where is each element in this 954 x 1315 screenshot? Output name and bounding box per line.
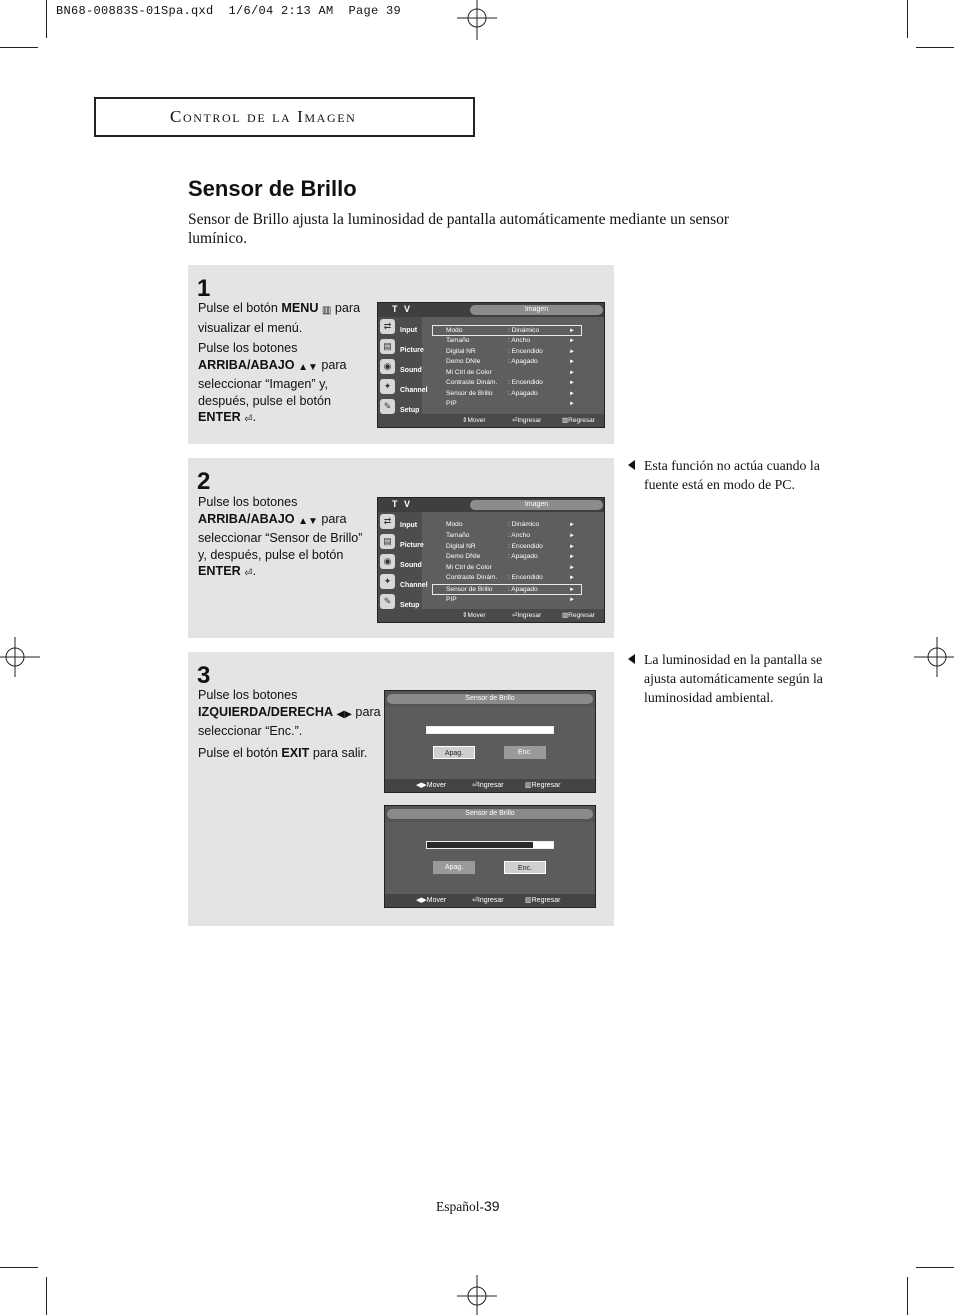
page-footer <box>436 1198 500 1215</box>
tv-menu-screen <box>377 302 605 428</box>
crop-mark <box>0 1267 38 1268</box>
note-arrow-icon <box>628 460 635 470</box>
sensor-footer: ◀▶ Mover ⏎ Ingresar ▥ Regresar <box>385 779 595 792</box>
left-right-arrows-icon: ◀▶ <box>336 708 352 720</box>
sensor-footer: ◀▶ Mover ⏎ Ingresar ▥ Regresar <box>385 894 595 907</box>
menu-row: Modo : Dinámico ► <box>446 521 575 528</box>
footer-language: Español- <box>436 1199 484 1214</box>
crop-mark <box>916 1267 954 1268</box>
step-instruction: Pulse los botones IZQUIERDA/DERECHA ◀▶ para seleccionar “Enc.”. <box>198 688 381 739</box>
setup-icon: ✎ <box>380 399 395 414</box>
menu-row: PIP ► <box>446 596 575 603</box>
menu-footer: ⇕ Mover ⏎ Ingresar ▥ Regresar <box>378 414 604 427</box>
menu-row: Tamaño : Ancho ► <box>446 337 575 344</box>
crop-mark <box>46 0 47 38</box>
page-title: Sensor de Brillo <box>188 176 357 201</box>
menu-sidebar: ⇄ Input ▤ Picture ◉ Sound ✦ Channel ✎ Setup <box>378 317 422 427</box>
input-icon: ⇄ <box>380 514 395 529</box>
option-off: Apag. <box>433 746 475 759</box>
picture-icon: ▤ <box>380 534 395 549</box>
brightness-bar <box>426 726 554 734</box>
menu-row: Sensor de Brillo : Apagado ► <box>432 584 582 595</box>
enter-icon: ⏎ <box>244 414 253 426</box>
menu-row: Digital NR : Encendido ► <box>446 348 575 355</box>
sensor-screen-off <box>384 690 596 793</box>
sound-icon: ◉ <box>380 359 395 374</box>
picture-icon: ▤ <box>380 339 395 354</box>
crop-mark <box>907 0 908 38</box>
menu-row: Demo DNIe : Apagado ► <box>446 358 575 365</box>
menu-row: Modo : Dinámico ► <box>432 325 582 336</box>
menu-row: Contraste Dinám. : Encendido ► <box>446 574 575 581</box>
side-note: Esta función no actúa cuando la fuente está en modo de PC. <box>628 456 848 494</box>
step-instruction: Pulse el botón EXIT para salir. <box>198 746 368 760</box>
registration-mark-icon <box>457 0 497 40</box>
menu-row: Digital NR : Encendido ► <box>446 543 575 550</box>
enter-icon: ⏎ <box>244 568 253 580</box>
section-header-text: Control de la Imagen <box>170 107 357 126</box>
option-off: Apag. <box>433 861 475 874</box>
menu-icon: ▥ <box>321 305 332 316</box>
menu-sidebar: ⇄ Input ▤ Picture ◉ Sound ✦ Channel ✎ Setup <box>378 512 422 622</box>
crop-mark <box>46 1277 47 1315</box>
registration-mark-icon <box>457 1275 497 1315</box>
step-instruction: Pulse los botones ARRIBA/ABAJO ▲▼ para seleccionar “Imagen” y, después, pulse el botón ENTER ⏎. <box>198 340 373 429</box>
step-number: 3 <box>197 662 211 689</box>
brightness-bar <box>426 841 554 849</box>
menu-row: Mi Ctrl de Color ► <box>446 564 575 571</box>
step-panel-2 <box>188 458 614 638</box>
tv-label: T V <box>392 499 413 509</box>
sound-icon: ◉ <box>380 554 395 569</box>
side-note: La luminosidad en la pantalla se ajusta automáticamente según la luminosidad ambiental. <box>628 650 848 707</box>
option-on: Enc. <box>504 861 546 874</box>
setup-icon: ✎ <box>380 594 395 609</box>
option-on: Enc. <box>504 746 546 759</box>
page-number: 39 <box>484 1198 500 1214</box>
registration-mark-icon <box>0 637 40 677</box>
sensor-screen-on <box>384 805 596 908</box>
crop-mark <box>916 47 954 48</box>
tv-menu-screen <box>377 497 605 623</box>
step-number: 1 <box>197 275 211 302</box>
menu-tab: Imagen <box>470 500 603 510</box>
step-panel-1 <box>188 265 614 444</box>
step-number: 2 <box>197 468 211 495</box>
input-icon: ⇄ <box>380 319 395 334</box>
menu-tab: Imagen <box>470 305 603 315</box>
step-instruction: Pulse los botones ARRIBA/ABAJO ▲▼ para seleccionar “Sensor de Brillo” y, después, pulse el botón ENTER ⏎. <box>198 494 373 583</box>
up-down-arrows-icon: ▲▼ <box>298 515 318 527</box>
menu-footer: ⇕ Mover ⏎ Ingresar ▥ Regresar <box>378 609 604 622</box>
menu-row: Tamaño : Ancho ► <box>446 532 575 539</box>
menu-row: PIP ► <box>446 400 575 407</box>
sensor-screen-title: Sensor de Brillo <box>387 694 593 704</box>
up-down-arrows-icon: ▲▼ <box>298 361 318 373</box>
channel-icon: ✦ <box>380 574 395 589</box>
menu-row: Contraste Dinám. : Encendido ► <box>446 379 575 386</box>
tv-label: T V <box>392 304 413 314</box>
step-instruction: Pulse el botón MENU ▥ para visualizar el menú. <box>198 301 361 335</box>
menu-row: Sensor de Brillo : Apagado ► <box>446 390 575 397</box>
intro-text: Sensor de Brillo ajusta la luminosidad de pantalla automáticamente mediante un sensor lumínico. <box>188 211 730 247</box>
sensor-screen-title: Sensor de Brillo <box>387 809 593 819</box>
menu-list <box>424 512 602 608</box>
crop-mark <box>0 47 38 48</box>
menu-list <box>424 317 602 413</box>
menu-row: Mi Ctrl de Color ► <box>446 369 575 376</box>
brightness-bar-fill <box>427 842 533 848</box>
registration-mark-icon <box>914 637 954 677</box>
note-arrow-icon <box>628 654 635 664</box>
print-slug: BN68-00883S-01Spa.qxd 1/6/04 2:13 AM Page 39 <box>56 4 402 18</box>
menu-row: Demo DNIe : Apagado ► <box>446 553 575 560</box>
channel-icon: ✦ <box>380 379 395 394</box>
crop-mark <box>907 1277 908 1315</box>
section-header <box>94 97 475 137</box>
